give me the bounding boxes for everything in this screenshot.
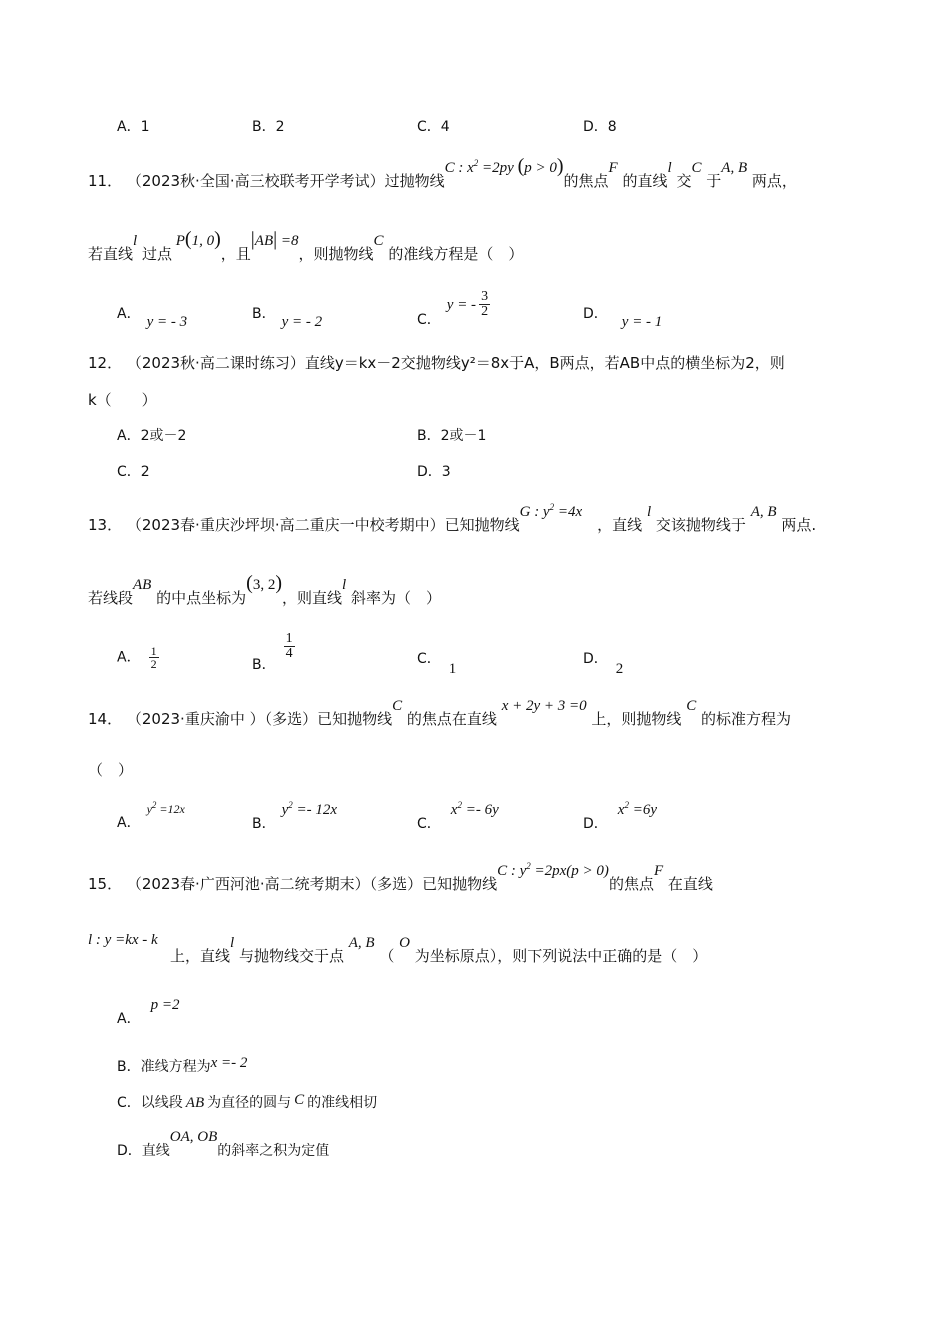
focus-symbol: F	[608, 160, 618, 176]
q15-option-c	[117, 1094, 377, 1112]
fraction	[149, 645, 159, 670]
q13-text: 两点.	[781, 516, 817, 534]
question-source: （2023秋·全国·高三校联考开学考试）	[126, 172, 385, 190]
q15-option-b	[117, 1055, 248, 1076]
q13-stem-line2	[88, 572, 441, 609]
option-text: 为直径的圆与	[207, 1095, 292, 1111]
curve-symbol: C	[373, 233, 384, 249]
question-source: （2023秋·高二课时练习）	[126, 354, 305, 372]
q15-text: （	[379, 947, 395, 965]
line-symbol: l	[230, 935, 235, 951]
q11-text: 若直线	[88, 245, 134, 263]
option-label: D．	[583, 651, 608, 667]
q12-stem	[88, 353, 785, 373]
line-symbol: l	[342, 577, 347, 593]
origin-symbol: O	[399, 935, 411, 951]
q14-text: （ ）	[88, 761, 134, 779]
q12-text: 直线y＝kx－2交抛物线y²＝8x于A，B两点，若AB中点的横坐标为2，则	[304, 354, 785, 372]
question-source: （2023·重庆渝中 ）（多选）	[126, 710, 318, 728]
fraction-den: 2	[481, 304, 489, 319]
option-label: C．	[417, 816, 441, 832]
q15-option-d	[117, 1129, 330, 1160]
question-number: 13．	[88, 516, 123, 534]
q11-text: ，则抛物线	[298, 245, 374, 263]
curve-symbol: C	[691, 160, 702, 176]
q13-text: 斜率为（ ）	[350, 589, 441, 607]
chord-length: |AB| =8	[250, 228, 299, 250]
option-expr: x =- 2	[210, 1055, 248, 1071]
option-expr: $y^2 =12x$	[146, 800, 185, 816]
q13-option-b	[252, 631, 295, 673]
q14-text: 的标准方程为	[701, 710, 792, 728]
q15-stem-line2	[88, 932, 708, 967]
q13-option-c	[417, 650, 457, 677]
q10-option-c: C．4	[417, 119, 450, 135]
q11-text: 两点，	[751, 172, 797, 190]
q11-text: ，且	[220, 245, 251, 263]
option-expr: $y^2 =- 12x$	[281, 800, 338, 818]
option-expr: OA, OB	[169, 1129, 218, 1145]
fraction	[284, 632, 295, 661]
option-label: D．	[583, 306, 608, 322]
fraction-den: 4	[285, 646, 293, 661]
option-text: 的斜率之积为定值	[217, 1143, 330, 1159]
fraction-num: 1	[285, 631, 293, 646]
point-p: P(1, 0)	[171, 228, 221, 250]
q15-text: 为坐标原点），则下列说法中正确的是（ ）	[414, 947, 708, 965]
q14-text: 的焦点在直线	[406, 710, 497, 728]
q13-stem	[88, 502, 817, 536]
q14-option-b	[252, 800, 338, 833]
option-expr: p =2	[150, 997, 180, 1013]
option-label: D．	[583, 816, 608, 832]
q13-text: 的中点坐标为	[156, 589, 247, 607]
option-label: C．	[417, 651, 441, 667]
q11-text: 的焦点	[563, 172, 609, 190]
fraction	[479, 290, 490, 319]
q12-option-d: D．3	[417, 464, 451, 480]
option-expr: $x^2 =- 6y$	[450, 800, 499, 818]
q13-option-d	[583, 650, 624, 677]
q12-option-b: B．2或－1	[417, 428, 487, 444]
q11-text: 于	[706, 172, 722, 190]
q10-option-b: B．2	[252, 119, 285, 135]
question-number: 15．	[88, 875, 123, 893]
q15-text: 在直线	[667, 875, 713, 893]
option-text: 的准线相切	[307, 1095, 378, 1111]
q14-option-c	[417, 800, 499, 833]
q15-text: 的焦点	[608, 875, 654, 893]
fraction-num: 1	[150, 644, 157, 658]
option-label: A．	[117, 815, 141, 831]
option-expr: $x^2 =6y$	[617, 800, 657, 818]
q12-option-c: C．2	[117, 464, 150, 480]
q12-stem-line2	[88, 390, 157, 410]
q11-option-a	[117, 305, 188, 330]
q14-stem-line2	[88, 760, 133, 780]
option-label: A．	[117, 1011, 141, 1027]
parabola-equation: G : $y^2 =4x$	[519, 502, 583, 520]
q14-option-a	[117, 800, 185, 832]
fraction-num: 3	[481, 289, 489, 304]
option-label: A．	[117, 306, 141, 322]
q11-text: 的直线	[622, 172, 668, 190]
midpoint-coords: (3, 2)	[246, 572, 282, 594]
question-number: 11．	[88, 172, 123, 190]
q13-text: ，则直线	[281, 589, 342, 607]
q11-stem-line2	[88, 228, 524, 265]
line-symbol: l	[646, 504, 652, 520]
line-symbol: l	[667, 160, 672, 176]
option-value: 1	[448, 661, 457, 677]
option-expr: y = -	[446, 296, 477, 313]
option-expr: y = - 3	[146, 314, 188, 330]
q14-option-d	[583, 800, 657, 833]
curve-symbol: C	[392, 698, 403, 714]
q10-option-d: D．8	[583, 119, 617, 135]
parabola-equation: C : $y^2 =2px(p > 0)$	[497, 861, 609, 879]
q11-text: 交	[676, 172, 692, 190]
q11-option-b	[252, 305, 323, 330]
segment-symbol: AB	[185, 1095, 205, 1111]
option-text: C．以线段	[117, 1095, 183, 1111]
q15-stem	[88, 861, 713, 895]
q15-option-a	[117, 997, 180, 1028]
option-value: 2	[615, 661, 624, 677]
q13-option-a	[117, 645, 159, 670]
parabola-equation: C : $x^2 =2py$ (p > 0)	[444, 155, 564, 177]
q11-text: 过抛物线	[384, 172, 445, 190]
q12-option-a: A．2或－2	[117, 428, 187, 444]
fraction-den: 2	[150, 657, 157, 671]
option-text: D．直线	[117, 1143, 170, 1159]
question-source: （2023春·广西河池·高二统考期末）（多选）	[126, 875, 423, 893]
option-label: B．	[252, 656, 276, 673]
line-symbol: l	[133, 233, 138, 249]
q11-text: 过点	[141, 245, 172, 263]
line-equation: x + 2y + 3 =0	[501, 698, 587, 714]
q15-text: 已知抛物线	[422, 875, 498, 893]
q11-stem	[88, 155, 797, 192]
q13-text: 交该抛物线于	[655, 516, 746, 534]
question-number: 12．	[88, 354, 123, 372]
question-source: （2023春·重庆沙坪坝·高二重庆一中校考期中）	[126, 516, 445, 534]
points-symbol: A, B	[750, 504, 777, 520]
q11-option-c	[417, 289, 490, 328]
q14-text: 已知抛物线	[317, 710, 393, 728]
option-expr: y = - 2	[281, 314, 323, 330]
option-text: B．准线方程为	[117, 1059, 211, 1075]
curve-symbol: C	[686, 698, 697, 714]
question-number: 14．	[88, 710, 123, 728]
q10-option-a: A．1	[117, 119, 150, 135]
q12-text: k（ ）	[88, 391, 157, 409]
option-label: B．	[252, 816, 276, 832]
option-label: A．	[117, 649, 141, 666]
q11-text: 的准线方程是（ ）	[388, 245, 524, 263]
points-symbol: A, B	[721, 160, 748, 176]
q13-text: 若线段	[88, 589, 134, 607]
points-symbol: A, B	[348, 935, 375, 951]
q13-text: 已知抛物线	[444, 516, 520, 534]
q11-option-d	[583, 305, 663, 330]
q15-text: 与抛物线交于点	[238, 947, 344, 965]
segment-symbol: AB	[133, 577, 152, 593]
curve-symbol: C	[294, 1092, 305, 1108]
q14-text: 上，则抛物线	[591, 710, 682, 728]
q15-text: 上，直线	[170, 947, 231, 965]
option-expr: y = - 1	[621, 314, 663, 330]
q13-text: ，直线	[597, 516, 643, 534]
option-label: C．	[417, 311, 441, 328]
option-label: B．	[252, 306, 276, 322]
line-equation: l : y =kx - k	[88, 932, 158, 948]
focus-symbol: F	[653, 863, 664, 879]
q14-stem	[88, 698, 792, 730]
